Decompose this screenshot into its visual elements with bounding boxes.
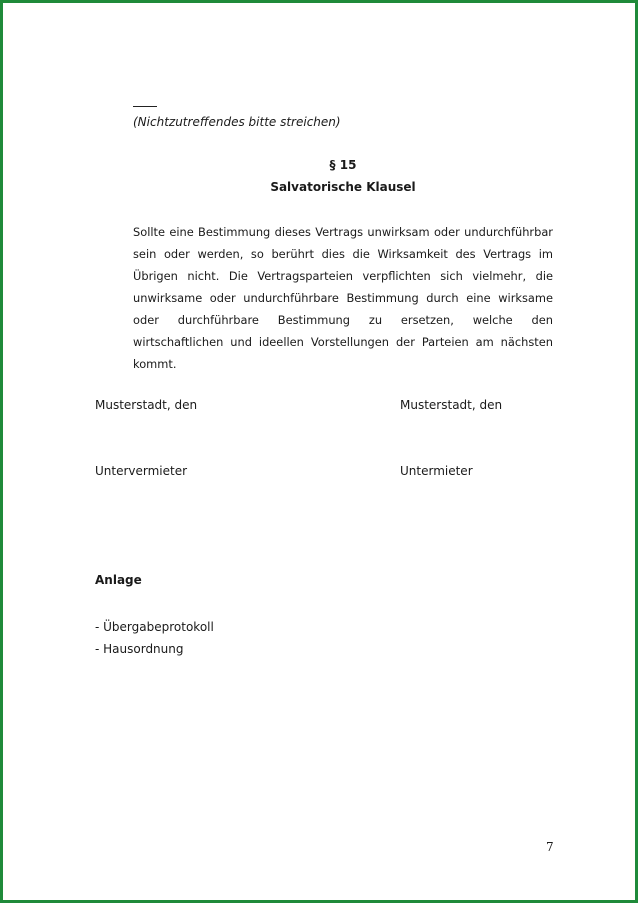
appendix-list <box>95 616 214 660</box>
page-number: 7 <box>546 840 554 854</box>
strike-note: (Nichtzutreffendes bitte streichen) <box>133 115 341 129</box>
clause-paragraph: Sollte eine Bestimmung dieses Vertrags unwirksam oder undurchführbar sein oder werden, so berührt dies die Wirksamkeit des Vertrags im Übrigen nicht. Die Vertragsparteien verpflichten sich vielmehr, die unwirksame oder undurchführbare Bestimmung durch eine wirksame oder durchführbare Bestimmung zu ersetzen, welche den wirtschaftlichen und ideellen Vorstellungen der Parteien am nächsten kommt. <box>133 225 553 371</box>
right-party-label: Untermieter <box>400 464 473 478</box>
deletion-line <box>133 106 157 107</box>
section-title: Salvatorische Klausel <box>270 180 416 194</box>
appendix-item: - Hausordnung <box>95 642 184 656</box>
appendix-title: Anlage <box>95 573 142 587</box>
appendix-item: - Übergabeprotokoll <box>95 620 214 634</box>
left-party-label: Untervermieter <box>95 464 188 478</box>
left-place-date: Musterstadt, den <box>95 398 198 412</box>
right-place-date: Musterstadt, den <box>400 398 503 412</box>
section-number: § 15 <box>329 158 357 172</box>
